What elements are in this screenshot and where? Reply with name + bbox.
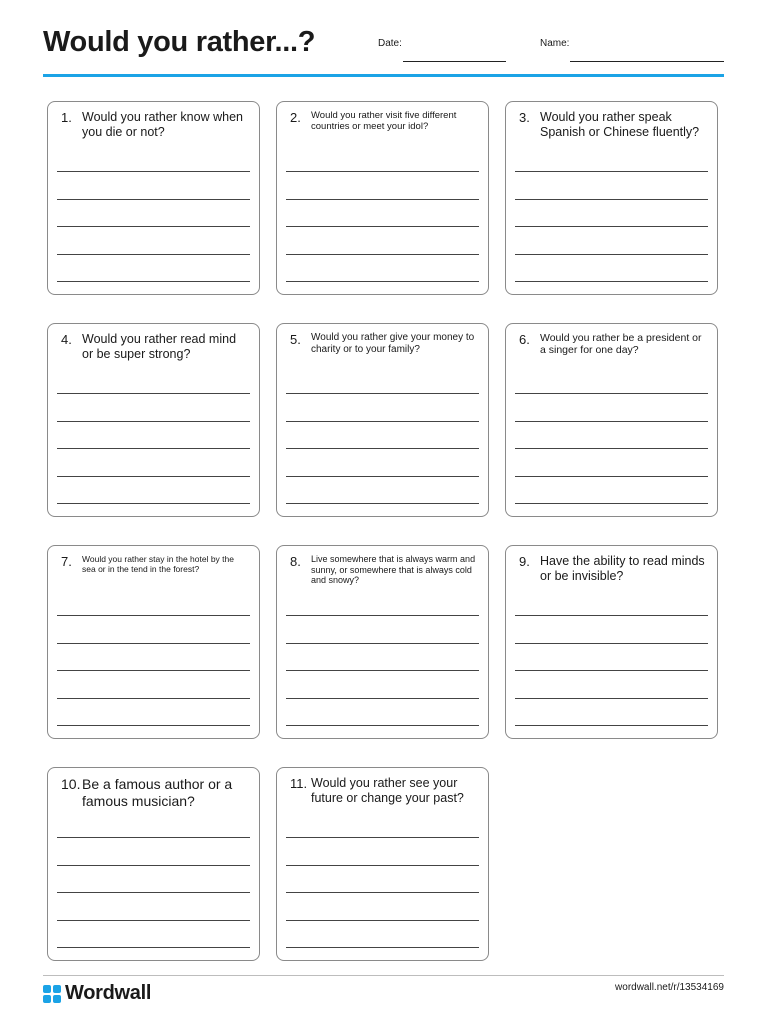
header-divider xyxy=(43,74,724,77)
answer-lines[interactable] xyxy=(57,393,250,531)
question-number: 7. xyxy=(61,554,72,569)
question-text: Would you rather visit five different countries or meet your idol? xyxy=(311,110,457,133)
date-label: Date: xyxy=(378,38,402,49)
answer-lines[interactable] xyxy=(286,615,479,753)
question-card-4 xyxy=(47,323,260,517)
question-text: Would you rather stay in the hotel by the sea or in the tend in the forest? xyxy=(82,554,234,575)
question-number: 6. xyxy=(519,332,530,347)
wordwall-grid-icon xyxy=(43,985,61,1003)
answer-lines[interactable] xyxy=(515,393,708,531)
date-field[interactable] xyxy=(403,61,506,62)
name-field[interactable] xyxy=(570,61,724,62)
logo-text: Wordwall xyxy=(65,982,152,1004)
answer-lines[interactable] xyxy=(515,615,708,753)
question-text: Would you rather be a president or a singer for one day? xyxy=(540,332,702,357)
question-text: Would you rather know when you die or not? xyxy=(82,110,243,139)
footer-divider xyxy=(43,975,724,976)
question-card-10 xyxy=(47,767,260,961)
question-number: 9. xyxy=(519,554,530,569)
answer-lines[interactable] xyxy=(57,615,250,753)
answer-lines[interactable] xyxy=(57,837,250,975)
answer-lines[interactable] xyxy=(286,837,479,975)
question-number: 8. xyxy=(290,554,301,569)
answer-lines[interactable] xyxy=(515,171,708,309)
question-text: Would you rather see your future or change your past? xyxy=(311,776,464,805)
question-text: Be a famous author or a famous musician? xyxy=(82,776,233,809)
question-number: 10. xyxy=(61,776,81,792)
wordwall-logo xyxy=(43,982,151,1005)
answer-lines[interactable] xyxy=(286,171,479,309)
question-number: 4. xyxy=(61,332,72,347)
question-card-5 xyxy=(276,323,489,517)
question-card-11 xyxy=(276,767,489,961)
page-title: Would you rather...? xyxy=(43,26,316,58)
question-text: Would you rather read mind or be super strong? xyxy=(82,332,237,361)
question-card-1 xyxy=(47,101,260,295)
answer-lines[interactable] xyxy=(57,171,250,309)
question-text: Would you rather give your money to charity or to your family? xyxy=(311,332,475,355)
question-text: Have the ability to read minds or be invisible? xyxy=(540,554,705,583)
question-text: Live somewhere that is always warm and sunny, or somewhere that is always cold and snowy? xyxy=(311,554,476,586)
question-number: 2. xyxy=(290,110,301,125)
question-card-6 xyxy=(505,323,718,517)
question-number: 3. xyxy=(519,110,530,125)
question-card-3 xyxy=(505,101,718,295)
question-text: Would you rather speak Spanish or Chinese fluently? xyxy=(540,110,700,139)
question-card-9 xyxy=(505,545,718,739)
footer-url: wordwall.net/r/13534169 xyxy=(615,982,724,993)
question-card-7 xyxy=(47,545,260,739)
question-number: 5. xyxy=(290,332,301,347)
name-label: Name: xyxy=(540,38,570,49)
question-number: 11. xyxy=(290,776,308,791)
question-card-8 xyxy=(276,545,489,739)
question-card-2 xyxy=(276,101,489,295)
question-number: 1. xyxy=(61,110,72,125)
answer-lines[interactable] xyxy=(286,393,479,531)
